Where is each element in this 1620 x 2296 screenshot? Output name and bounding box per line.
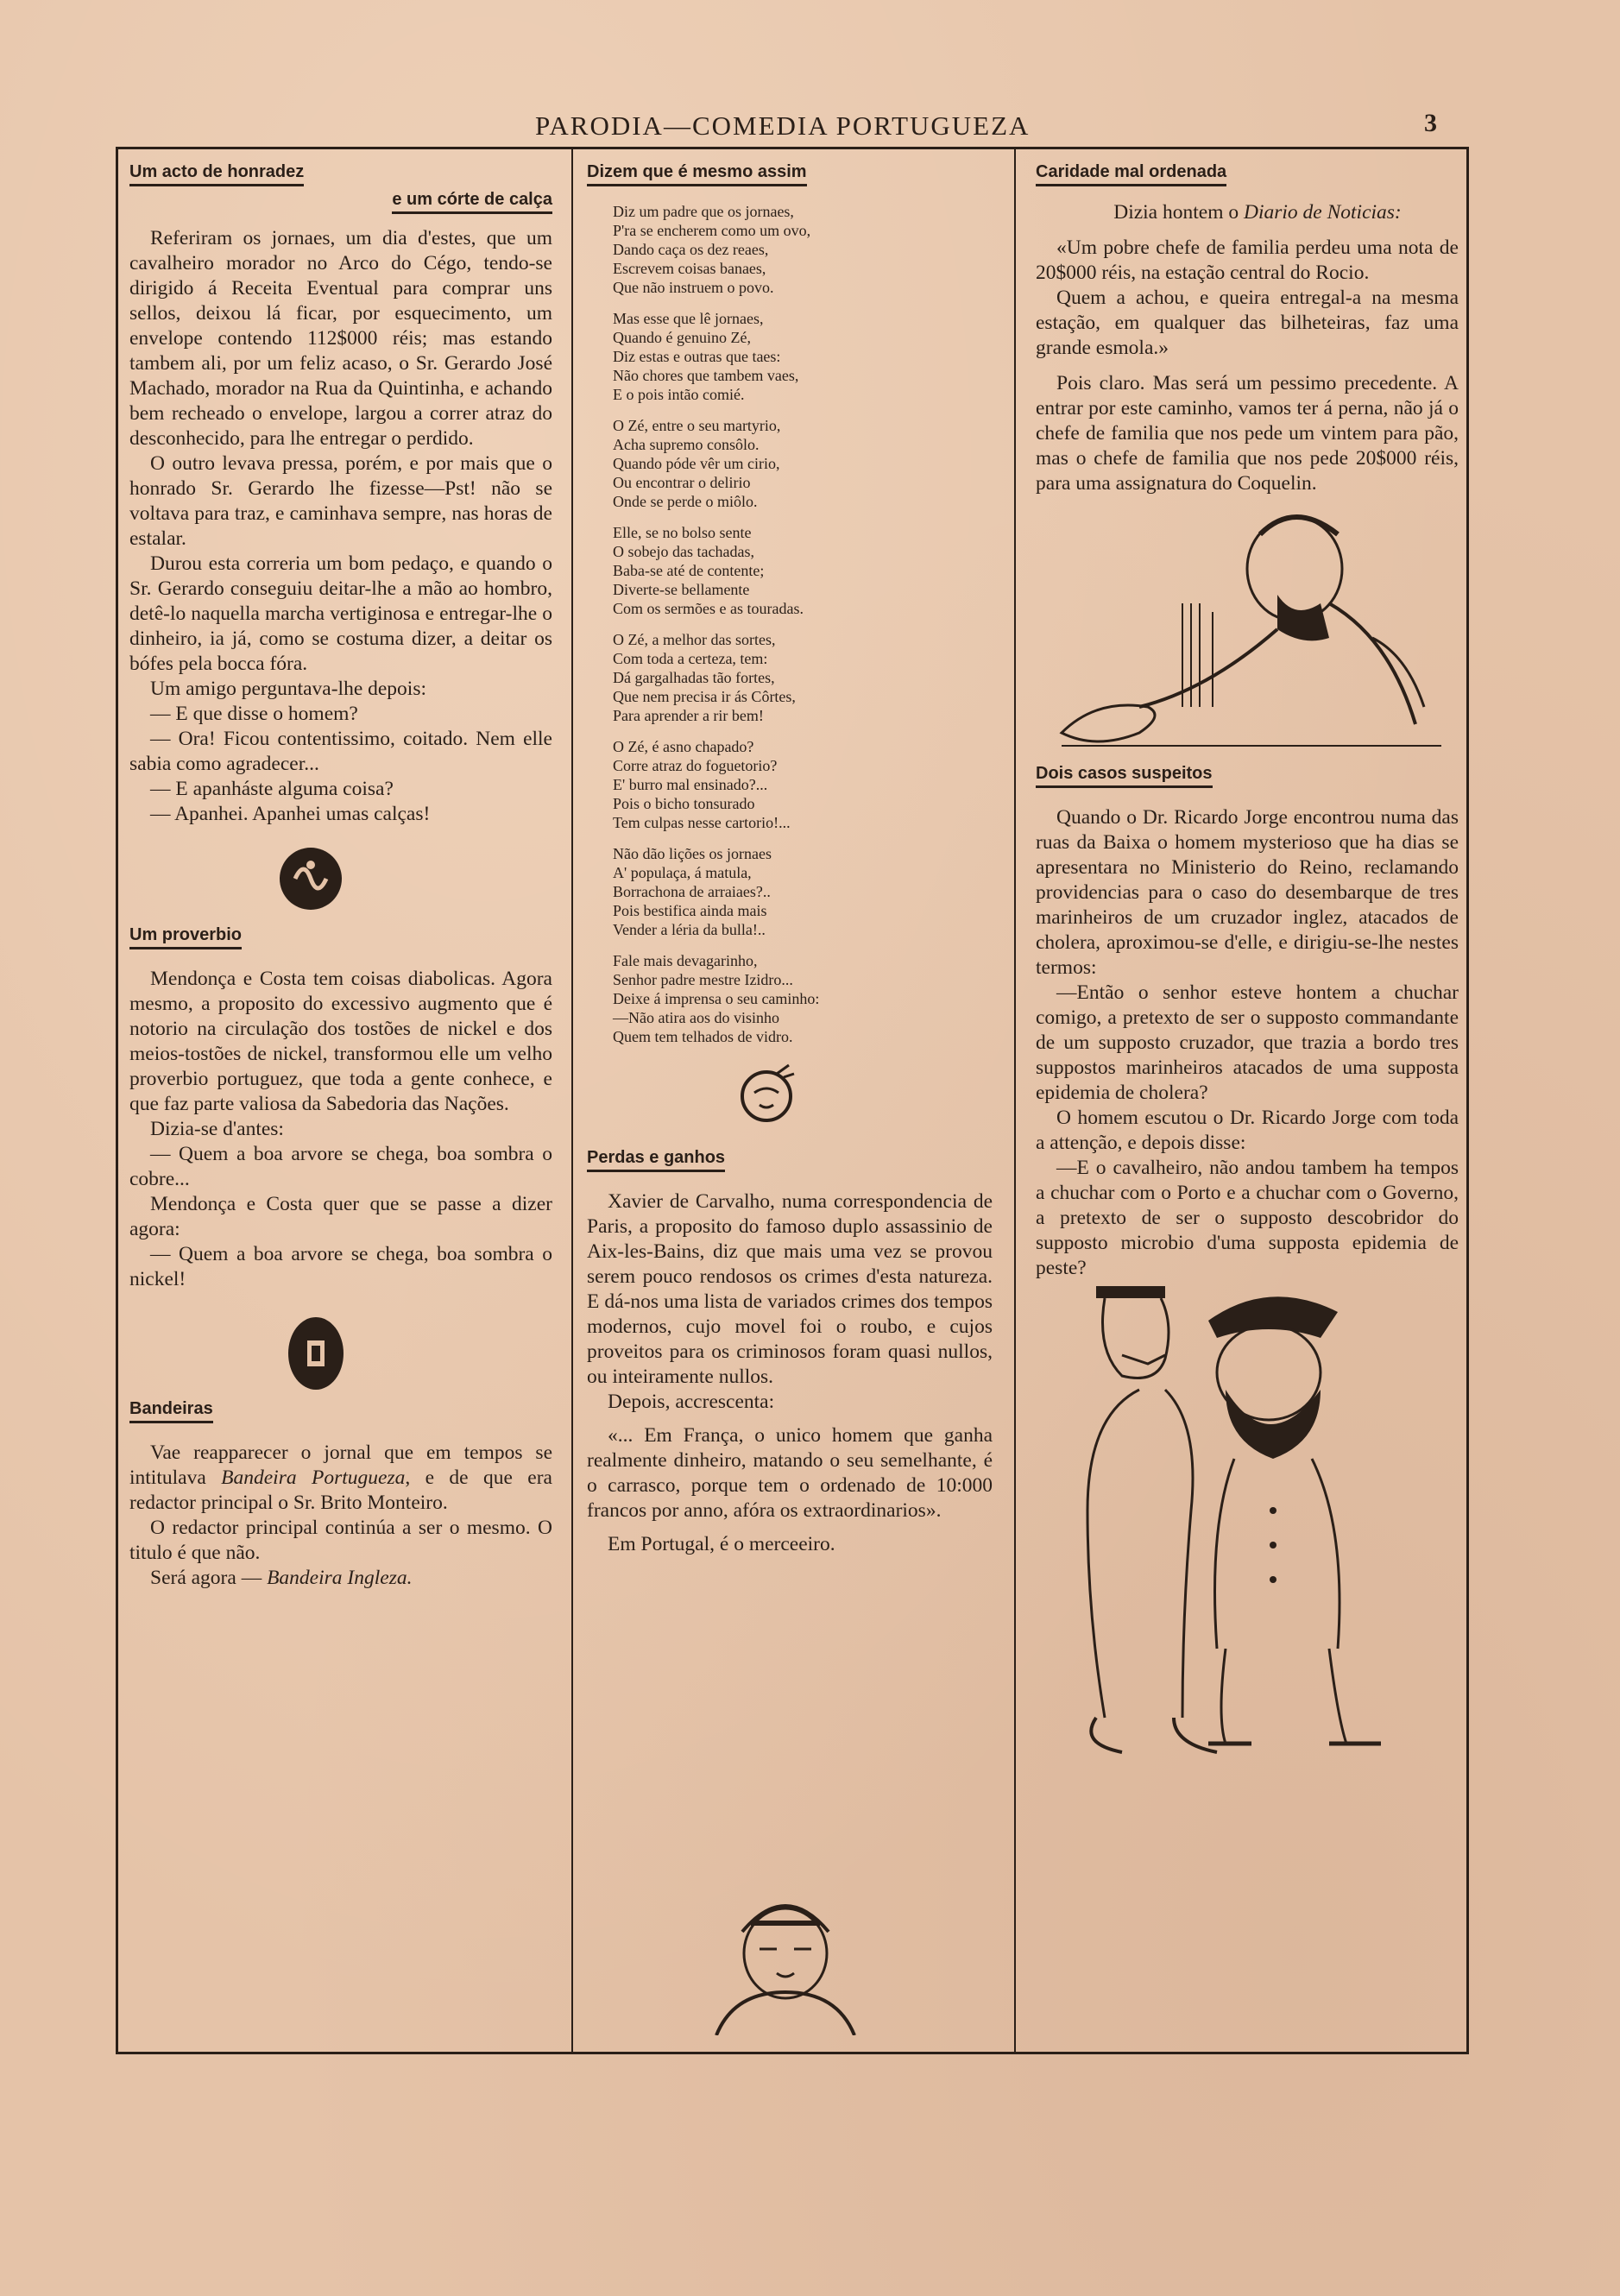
paragraph: O homem escutou o Dr. Ricardo Jorge com toda a attenção, e depois disse: [1036, 1107, 1459, 1154]
poem-line: Corre atraz do foguetorio? [613, 757, 778, 774]
poem-line: Acha supremo consôlo. [613, 436, 760, 453]
poem-line: Não chores que tambem vaes, [613, 367, 799, 384]
article-heading: Bandeiras [129, 1399, 213, 1423]
paragraph: — E apanháste alguma coisa? [150, 778, 394, 800]
poem-line: Com toda a certeza, tem: [613, 650, 768, 667]
poem-line: Quando póde vêr um cirio, [613, 455, 780, 472]
paragraph: Em Portugal, é o merceeiro. [608, 1533, 835, 1555]
caricature-bust-illustration [699, 1871, 872, 2035]
poem-line: P'ra se encherem como um ovo, [613, 222, 811, 239]
poem-line: E' burro mal ensinado?... [613, 776, 768, 793]
poem-stanza [613, 844, 993, 939]
page-number: 3 [1424, 109, 1437, 137]
ornament-vignette [734, 1058, 803, 1127]
article-heading: Dizem que é mesmo assim [587, 162, 807, 186]
poem-line: Onde se perde o miôlo. [613, 493, 758, 510]
poem-line: O Zé, entre o seu martyrio, [613, 417, 781, 434]
article-heading: Um proverbio [129, 925, 242, 949]
article-acto-honradez [129, 162, 552, 827]
paragraph: Xavier de Carvalho, numa correspondencia de Paris, a proposito do famoso duplo assassinio de Aix-les-Bains, diz que mais uma vez se provou serem pouco rendosos os crimes d'esta natureza. E dá-nos uma lista de variados crimes dos tempos modernos, cujo movel foi o roubo, e cujos proveitos para os criminosos foram quasi nullos, ou inteiramente nullos. [587, 1190, 993, 1388]
paragraph: Mendonça e Costa tem coisas diabolicas. Agora mesmo, a proposito do excessivo augmento que é notorio na circulação dos tostões de nickel e dos meios-tostões de nickel, transformou elle um velho proverbio portuguez, que toda a gente conhece, e que faz parte valiosa da Sabedoria das Nações. [129, 968, 552, 1115]
paragraph: —E o cavalheiro, não andou tambem ha tempos a chuchar com o Porto e a chuchar com o Governo, a pretexto de ser o supposto descobridor do supposto microbio d'uma supposta epidemia de peste? [1036, 1157, 1459, 1279]
paragraph: Um amigo perguntava-lhe depois: [150, 678, 427, 700]
paragraph: — E que disse o homem? [150, 703, 358, 725]
poem-stanza [613, 309, 993, 404]
poem-line: Que nem precisa ir ás Côrtes, [613, 688, 796, 705]
poem-stanza [613, 523, 993, 618]
text-run: Dizia hontem o [1113, 201, 1244, 224]
paragraph [129, 1566, 552, 1591]
text-run: , e de que era redactor principal o Sr. Brito Monteiro. [129, 1467, 552, 1514]
paragraph: «Um pobre chefe de familia perdeu uma nota de 20$000 réis, na estação central do Rocio. [1036, 237, 1459, 284]
poem-line: Deixe á imprensa o seu caminho: [613, 990, 820, 1007]
masthead [0, 110, 1620, 145]
paragraph: Dizia-se d'antes: [150, 1118, 284, 1140]
paragraph [129, 1441, 552, 1516]
poem-line: Diz estas e outras que taes: [613, 348, 781, 365]
paragraph: Referiram os jornaes, um dia d'estes, que um cavalheiro morador no Arco do Cégo, tendo-se dirigido á Receita Eventual para comprar uns sellos, deixou lá ficar, por esquecimento, um envelope contendo 112$000 réis; mas estando tambem ali, por um feliz acaso, o Sr. Gerardo José Machado, morador na Rua da Quintinha, e achando bem recheado o envelope, largou a correr atraz do desconhecido, para lhe entregar o perdido. [129, 227, 552, 450]
poem-line: —Não atira aos do visinho [613, 1009, 779, 1026]
newspaper-title: Diario de Noticias: [1243, 201, 1402, 224]
poem-line: Pois o bicho tonsurado [613, 795, 755, 812]
poem-line: Borrachona de arraiaes?.. [613, 883, 771, 900]
poem-line: Escrevem coisas banaes, [613, 260, 766, 277]
poem-line: Tem culpas nesse cartorio!... [613, 814, 791, 831]
poem-line: Dá gargalhadas tão fortes, [613, 669, 775, 686]
article-caridade [1036, 162, 1459, 496]
poem-line: Não dão lições os jornaes [613, 845, 772, 862]
article-proverbio [129, 925, 552, 1292]
paragraph: O redactor principal continúa a ser o mesmo. O titulo é que não. [129, 1517, 552, 1564]
paragraph: Durou esta correria um bom pedaço, e quando o Sr. Gerardo conseguiu deitar-lhe a mão ao hombro, detê-lo naquella marcha vertiginosa e entregar-lhe o dinheiro, ia já, como se costuma dizer, a deitar os bófes pela bocca fóra. [129, 552, 552, 675]
poem-stanza [613, 202, 993, 297]
poem-line: Elle, se no bolso sente [613, 524, 752, 541]
poem-line: Fale mais devagarinho, [613, 952, 758, 969]
paragraph: — Ora! Ficou contentissimo, coitado. Nem elle sabia como agradecer... [129, 728, 552, 775]
publication-title: PARODIA—COMEDIA PORTUGUEZA [535, 110, 1031, 141]
poem-line: Vender a léria da bulla!.. [613, 921, 766, 938]
newspaper-title: Bandeira Portugueza [221, 1467, 406, 1489]
poem-line: O Zé, a melhor das sortes, [613, 631, 776, 648]
poem-stanza [613, 630, 993, 725]
column-right [1036, 162, 1459, 1769]
article-subheading: e um córte de calça [392, 190, 552, 214]
poem-line: Que não instruem o povo. [613, 279, 774, 296]
newspaper-title: Bandeira Ingleza. [267, 1567, 413, 1589]
article-dizem-que [587, 162, 993, 1046]
poem-line: O Zé, é asno chapado? [613, 738, 754, 755]
poem-line: Com os sermões e as touradas. [613, 600, 804, 617]
poem-line: Diz um padre que os jornaes, [613, 203, 794, 220]
ornament-vignette [285, 1315, 347, 1392]
article-heading: Dois casos suspeitos [1036, 764, 1213, 788]
poem-stanza [613, 416, 993, 511]
two-men-caricature-illustration [1036, 1286, 1441, 1769]
poem-line: Dando caça os dez reaes, [613, 241, 769, 258]
paragraph: — Quem a boa arvore se chega, boa sombra o nickel! [129, 1243, 552, 1290]
paragraph: Mendonça e Costa quer que se passe a dizer agora: [129, 1193, 552, 1240]
ornament-vignette [276, 844, 345, 913]
poem-line: Ou encontrar o delirio [613, 474, 751, 491]
paragraph: Quem a achou, e queira entregal-a na mesma estação, em qualquer das bilheteiras, faz uma grande esmola.» [1036, 287, 1459, 359]
article-bandeiras [129, 1399, 552, 1591]
text-run: Vae reapparecer o jornal que em tempos se intitulava [129, 1441, 552, 1489]
poem-line: Senhor padre mestre Izidro... [613, 971, 793, 988]
paragraph: Quando o Dr. Ricardo Jorge encontrou numa das ruas da Baixa o homem mysterioso que ha dias se apresentara no Ministerio do Reino, reclamando providencias para o caso do desembarque de tres marinheiros de um cruzador inglez, atacados de cholera, aproximou-se d'elle, e dirigiu-se-lhe nestes termos: [1036, 806, 1459, 979]
poem-line: Quem tem telhados de vidro. [613, 1028, 793, 1045]
article-heading: Um acto de honradez [129, 162, 304, 186]
paragraph [1036, 200, 1459, 225]
paragraph: Depois, accrescenta: [608, 1391, 775, 1413]
poem-stanza [613, 737, 993, 832]
paragraph: — Apanhei. Apanhei umas calças! [150, 803, 431, 825]
poem-line: Quando é genuino Zé, [613, 329, 751, 346]
poem-line: E o pois intão comié. [613, 386, 745, 403]
column-middle [587, 162, 993, 1557]
poem-line: Para aprender a rir bem! [613, 707, 764, 724]
poem-line: Diverte-se bellamente [613, 581, 750, 598]
paragraph: Pois claro. Mas será um pessimo precedente. A entrar por este caminho, vamos ter á perna, não já o chefe de familia que nos pede um vintem para pão, mas o chefe de familia que nos pede 20$000 réis, para uma assignatura do Coquelin. [1036, 372, 1459, 495]
paragraph: —Então o senhor esteve hontem a chuchar comigo, a pretexto de ser o supposto commandante de um supposto cruzador, que trazia a bordo tres suppostos marinheiros atacados de uma supposta epidemia de cholera? [1036, 981, 1459, 1104]
poem-line: Mas esse que lê jornaes, [613, 310, 764, 327]
poem-stanza [613, 951, 993, 1046]
poem-line: Pois bestifica ainda mais [613, 902, 767, 919]
paragraph: «... Em França, o unico homem que ganha realmente dinheiro, matando o seu semelhante, é o carrasco, porque tem o ordenado de 10:000 francos por anno, afóra os extraordinarios». [587, 1424, 993, 1522]
column-divider [1014, 149, 1016, 2053]
column-left [129, 162, 552, 1591]
poem-line: Baba-se até de contente; [613, 562, 765, 579]
column-divider [571, 149, 573, 2053]
article-heading: Perdas e ganhos [587, 1148, 725, 1172]
article-heading: Caridade mal ordenada [1036, 162, 1226, 186]
text-run: Será agora — [150, 1567, 268, 1589]
article-perdas-ganhos [587, 1148, 993, 1557]
beggar-caricature-illustration [1044, 500, 1450, 759]
article-dois-casos [1036, 764, 1459, 1281]
poem [587, 202, 993, 1046]
paragraph: O outro levava pressa, porém, e por mais que o honrado Sr. Gerardo lhe fizesse—Pst! não se voltava para traz, e caminhava sempre, nas horas de estalar. [129, 452, 552, 550]
paragraph: — Quem a boa arvore se chega, boa sombra o cobre... [129, 1143, 552, 1190]
poem-line: O sobejo das tachadas, [613, 543, 754, 560]
poem-line: A' populaça, á matula, [613, 864, 752, 881]
